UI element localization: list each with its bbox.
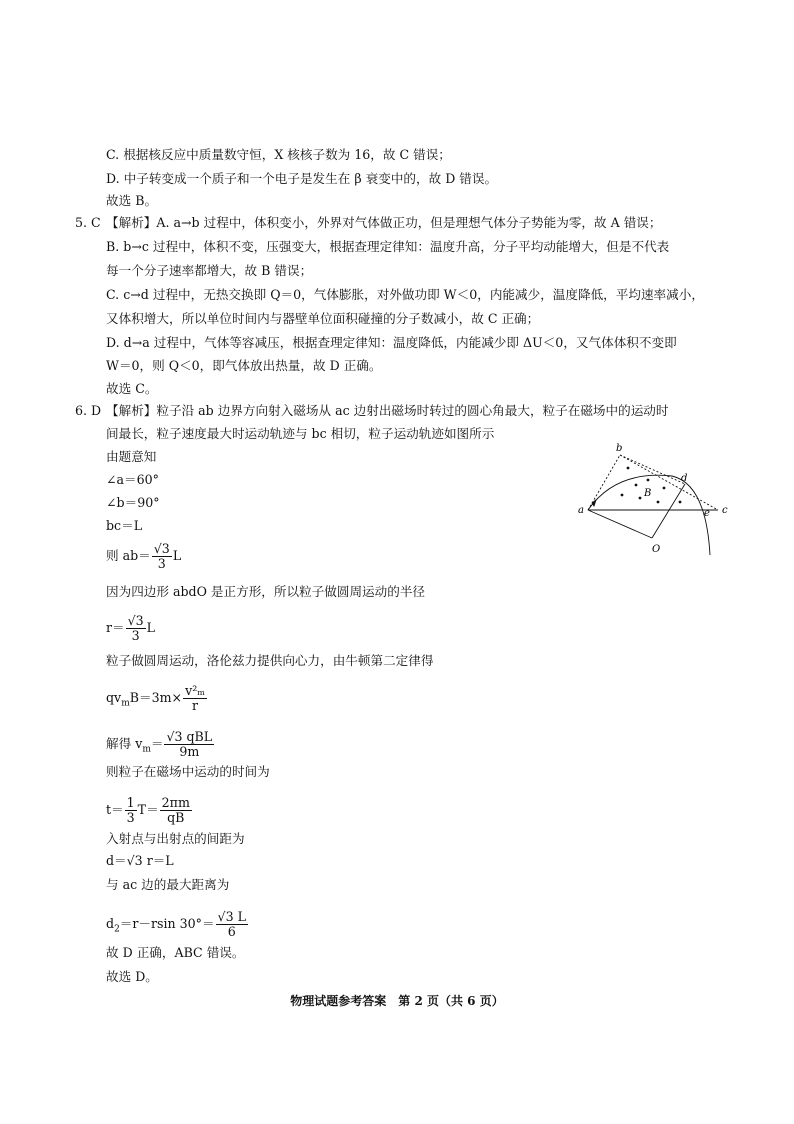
eq-frac <box>183 684 207 713</box>
label-B: B <box>644 488 652 499</box>
q5-line-b1: B. b→c 过程中，体积不变，压强变大，根据查理定律知：温度升高，分子平均动能增大，但是不代表 <box>106 239 670 254</box>
ab-num: √3 <box>153 541 170 556</box>
q6-line-2: 间最长，粒子速度最大时运动轨迹与 bc 相切，粒子运动轨迹如图所示 <box>106 426 495 441</box>
q5-line-a: 【解析】A. a→b 过程中，体积变小，外界对气体做正功，但是理想气体分子势能为零，故 A 错误； <box>106 215 662 230</box>
ab-den: 3 <box>157 556 166 571</box>
q6-force-text: 粒子做圆周运动，洛伦兹力提供向心力，由牛顿第二定律得 <box>106 653 434 668</box>
r-post: L <box>146 620 156 635</box>
q6-number: 6. D <box>75 403 102 418</box>
r-num: √3 <box>127 613 144 628</box>
q5-line-b2: 每一个分子速率都增大，故 B 错误； <box>106 263 313 278</box>
q6-solve-eq <box>106 730 215 759</box>
edge-bc <box>620 455 718 510</box>
solve-num: √3 qBL <box>166 729 213 744</box>
label-e: e <box>704 508 710 519</box>
t-num-2: 2πm <box>161 795 190 810</box>
d2-sub: 2 <box>114 924 120 935</box>
q6-angle-a: ∠a＝60° <box>106 472 159 487</box>
ab-frac <box>152 542 172 571</box>
field-dot <box>621 494 624 497</box>
t-frac-1 <box>125 796 137 825</box>
ab-post: L <box>172 548 182 563</box>
label-c: c <box>722 505 728 516</box>
d2-pre: d <box>106 916 115 931</box>
q6-r-eq <box>106 614 155 643</box>
d2-num: √3 L <box>217 909 246 924</box>
solve-den: 9m <box>179 744 200 759</box>
label-d: d <box>681 473 688 484</box>
q6-line-1: 【解析】粒子沿 ab 边界方向射入磁场从 ac 边射出磁场时转过的圆心角最大，粒子在磁场中的运动时 <box>106 403 669 418</box>
eq-left: qv <box>106 690 122 705</box>
edge-ab <box>588 455 620 510</box>
solve-frac <box>164 730 214 759</box>
r-frac <box>126 614 146 643</box>
q6-force-eq <box>106 684 208 713</box>
field-dot <box>635 484 638 487</box>
q5-line-d1: D. d→a 过程中，气体等容减压，根据查理定律知：温度降低，内能减少即 ΔU＜0，又气体体积不变即 <box>106 335 677 350</box>
t-den-1: 3 <box>126 810 135 825</box>
d2-mid: ＝r－rsin 30°＝ <box>119 916 215 931</box>
label-a: a <box>578 505 584 516</box>
ab-pre: 则 ab＝ <box>106 548 151 563</box>
solve-sub: m <box>142 744 151 755</box>
field-dot <box>627 467 630 470</box>
eq-num: v²ₘ <box>185 683 205 698</box>
q6-answer: 故选 D。 <box>106 969 158 984</box>
field-dot <box>657 501 660 504</box>
q6-bc: bc＝L <box>106 518 143 533</box>
d2-den: 6 <box>227 924 236 939</box>
edge-aO <box>588 510 652 538</box>
q5-line-c2: 又体积增大，所以单位时间内与器壁单位面积碰撞的分子数减小，故 C 正确； <box>106 311 540 326</box>
q6-square-text: 因为四边形 abdO 是正方形，所以粒子做圆周运动的半径 <box>106 584 426 599</box>
eq-sub: m <box>121 698 130 709</box>
q6-angle-b: ∠b＝90° <box>106 495 160 510</box>
field-dot <box>639 497 642 500</box>
q6-dist-eq: d＝√3 r＝L <box>106 853 174 868</box>
r-den: 3 <box>131 628 140 643</box>
q5-line-d2: W＝0，则 Q＜0，即气体放出热量，故 D 正确。 <box>106 358 382 373</box>
edge-bd <box>620 455 688 484</box>
field-dot <box>647 479 650 482</box>
q6-time-text: 则粒子在磁场中运动的时间为 <box>106 764 270 779</box>
field-dot <box>679 501 682 504</box>
q4-line-c: C. 根据核反应中质量数守恒，X 核核子数为 16，故 C 错误； <box>106 147 451 162</box>
q6-ab-eq <box>106 542 181 571</box>
t-pre: t＝ <box>106 802 124 817</box>
q5-answer: 故选 C。 <box>106 381 158 396</box>
eq-den: r <box>192 698 199 713</box>
eq-mid: B＝3m× <box>129 690 183 705</box>
solve-eq: ＝ <box>150 736 164 751</box>
page-footer: 物理试题参考答案 第 2 页（共 6 页） <box>290 994 504 1008</box>
t-mid: T＝ <box>137 802 159 817</box>
label-b: b <box>616 443 623 454</box>
trajectory-figure <box>576 440 736 570</box>
q6-time-eq <box>106 796 193 825</box>
q6-max-text: 与 ac 边的最大距离为 <box>106 877 230 892</box>
solve-pre: 解得 v <box>106 736 143 751</box>
r-pre: r＝ <box>106 620 125 635</box>
field-dot <box>663 487 666 490</box>
t-frac-2 <box>160 796 192 825</box>
edge-Od <box>652 484 685 538</box>
q6-d2-eq <box>106 910 249 939</box>
t-den-2: qB <box>167 810 185 825</box>
label-O: O <box>652 544 661 555</box>
q6-conclusion: 故 D 正确，ABC 错误。 <box>106 945 245 960</box>
arrow-icon <box>592 500 596 506</box>
q5-number: 5. C <box>75 215 101 230</box>
d2-frac <box>216 910 248 939</box>
q6-given: 由题意知 <box>106 449 157 464</box>
q5-line-c1: C. c→d 过程中，无热交换即 Q＝0，气体膨胀，对外做功即 W＜0，内能减少，温度降低，平均速率减小， <box>106 287 704 302</box>
q4-answer: 故选 B。 <box>106 193 158 208</box>
t-num-1: 1 <box>126 795 135 810</box>
q6-dist-text: 入射点与出射点的间距为 <box>106 831 245 846</box>
q4-line-d: D. 中子转变成一个质子和一个电子是发生在 β 衰变中的，故 D 错误。 <box>106 171 498 186</box>
